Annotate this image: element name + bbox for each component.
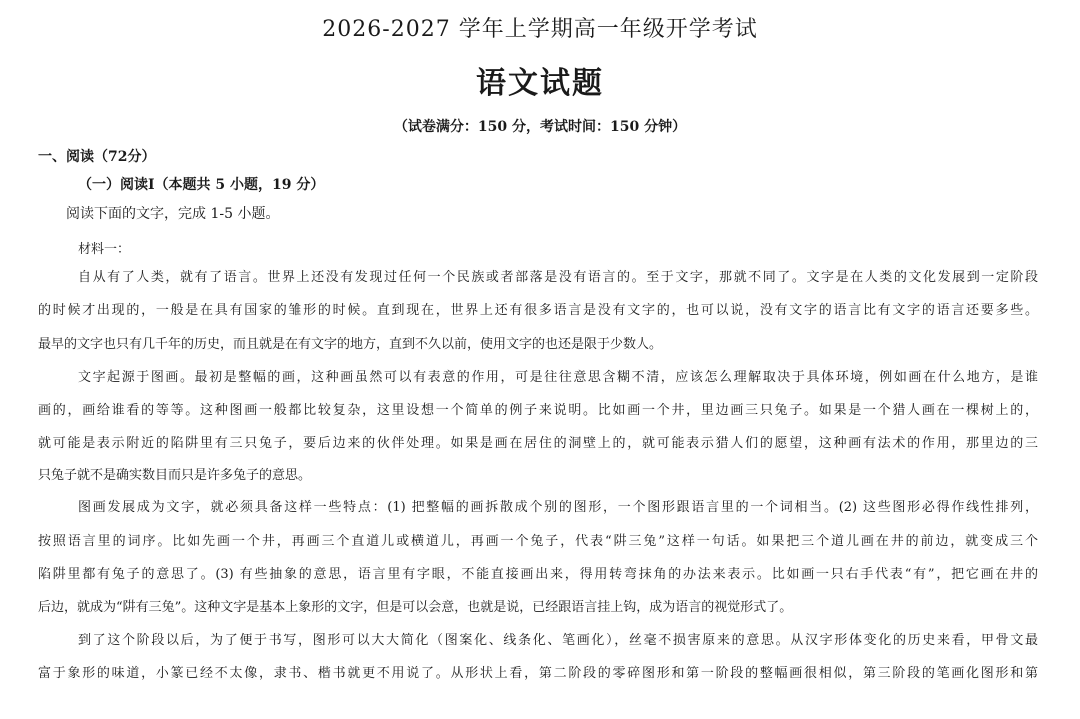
material-label: 材料一：	[78, 242, 131, 257]
subsection-heading: （一）阅读Ⅰ（本题共 5 小题，19 分）	[78, 177, 325, 193]
instruction-text: 阅读下面的文字，完成 1-5 小题。	[66, 206, 280, 222]
exam-info: （试卷满分：150 分，考试时间：150 分钟）	[393, 119, 687, 135]
paragraph-line: 图画发展成为文字，就必须具备这样一些特点：(1) 把整幅的画拆散成个别的图形，一个图形跟语言里的一个词相当。(2) 这些图形必得作线性排列，	[78, 500, 1038, 515]
paragraph-line: 最早的文字也只有几千年的历史，而且就是在有文字的地方，直到不久以前，使用文字的也还是限于少数人。	[38, 337, 663, 352]
subject-title: 语文试题	[476, 66, 604, 101]
paragraph-line: 自从有了人类，就有了语言。世界上还没有发现过任何一个民族或者部落是没有语言的。至于文字，那就不同了。文字是在人类的文化发展到一定阶段	[78, 270, 1038, 285]
paragraph-line: 陷阱里都有兔子的意思了。(3) 有些抽象的意思，语言里有字眼，不能直接画出来，得用转弯抹角的办法来表示。比如画一只右手代表“有”，把它画在井的	[38, 567, 1038, 582]
paragraph-line: 只兔子就不是确实数目而只是许多兔子的意思。	[38, 468, 312, 483]
paragraph-line: 就可能是表示附近的陷阱里有三只兔子，要后边来的伙伴处理。如果是画在居住的洞壁上的，就可能表示猎人们的愿望，这种画有法术的作用，那里边的三	[38, 436, 1038, 451]
section-heading: 一、阅读（72分）	[38, 149, 156, 165]
paragraph-line: 到了这个阶段以后，为了便于书写，图形可以大大简化（图案化、线条化、笔画化），丝毫不损害原来的意思。从汉字形体变化的历史来看，甲骨文最	[78, 633, 1038, 648]
paragraph-line: 后边，就成为“阱有三兔”。这种文字是基本上象形的文字，但是可以会意，也就是说，已经跟语言挂上钩，成为语言的视觉形式了。	[38, 600, 793, 615]
paragraph-line: 富于象形的味道，小篆已经不太像，隶书、楷书就更不用说了。从形状上看，第二阶段的零碎图形和第一阶段的整幅画很相似，第三阶段的笔画化图形和第	[38, 666, 1038, 681]
paragraph-line: 的时候才出现的，一般是在具有国家的雏形的时候。直到现在，世界上还有很多语言是没有文字的，也可以说，没有文字的语言比有文字的语言还要多些。	[38, 303, 1038, 318]
paragraph-line: 按照语言里的词序。比如先画一个井，再画三个直道儿或横道儿，再画一个兔子，代表“阱三兔”这样一句话。如果把三个道儿画在井的前边，就变成三个	[38, 534, 1038, 549]
paragraph-line: 文字起源于图画。最初是整幅的画，这种画虽然可以有表意的作用，可是往往意思含糊不清，应该怎么理解取决于具体环境，例如画在什么地方，是谁	[78, 370, 1038, 385]
exam-title: 2026-2027 学年上学期高一年级开学考试	[322, 17, 758, 42]
paragraph-line: 画的，画给谁看的等等。这种图画一般都比较复杂，这里设想一个简单的例子来说明。比如画一个井，里边画三只兔子。如果是一个猎人画在一棵树上的，	[38, 403, 1038, 418]
